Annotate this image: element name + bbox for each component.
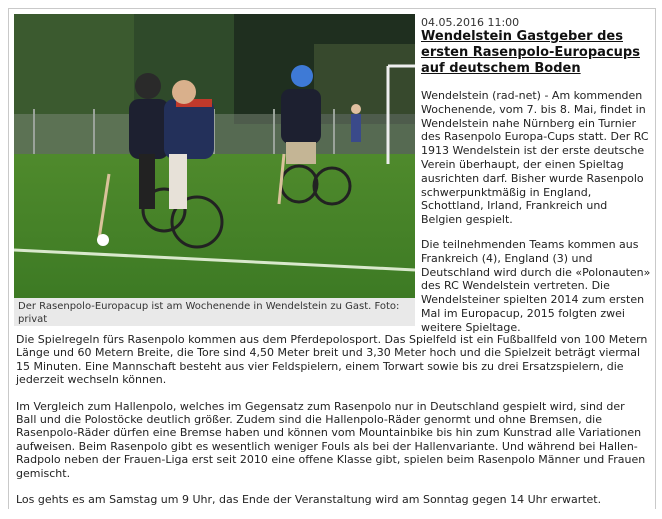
body-paragraph: Los gehts es am Samstag um 9 Uhr, das Ende der Veranstaltung wird am Sonntag gegen 14 Uhr erwartet.: [16, 493, 602, 507]
rasenpolo-photo: [14, 14, 415, 298]
article-intro: [421, 89, 651, 346]
body-paragraph: Im Vergleich zum Hallenpolo, welches im Gegensatz zum Rasenpolo nur in Deutschland gespielt wird, sind der Ball und die Polostöcke deutlich größer. Zudem sind die Hallenpolo-Räder genormt und ohne Bremsen, die Rasenpolo-Räder dürfen eine Bremse haben und können vom Mountainbike bis hin zum Kunstrad alle Variationen aufweisen. Beim Rasenpolo gibt es wesentlich weniger Fouls als bei der Hallenvariante. Und während bei Hallen-Radpolo neben der Frauen-Liga erst seit 2010 eine offene Klasse gibt, spielen beim Rasenpolo Männer und Frauen gemischt.: [16, 399, 646, 480]
article-image-box: [14, 14, 415, 326]
intro-paragraph: Die teilnehmenden Teams kommen aus Frankreich (4), England (3) und Deutschland wird durch die «Polonauten» des RC Wendelstein vertreten. Die Wendelsteiner spielten 2014 zum ersten Mal im Europacup, 2015 folgten zwei weitere Spieltage.: [421, 237, 651, 334]
article-body: [16, 333, 648, 519]
body-paragraph: Die Spielregeln fürs Rasenpolo kommen aus dem Pferdepolosport. Das Spielfeld ist ein Fußballfeld von 100 Metern Länge und 60 Metern Breite, die Tore sind 4,50 Meter breit und 3,30 Meter hoch und die Spielzeit beträgt viermal 15 Minuten. Eine Mannschaft besteht aus vier Feldspielern, einem Torwart sowie bis zu drei Ersatzspielern, die jederzeit wechseln können.: [16, 333, 648, 387]
image-caption: Der Rasenpolo-Europacup ist am Wochenende in Wendelstein zu Gast. Foto: privat: [18, 301, 400, 325]
article-headline-link[interactable]: Wendelstein Gastgeber des ersten Rasenpolo-Europacups auf deutschem Boden: [421, 29, 640, 76]
article-photo: [14, 14, 415, 298]
intro-paragraph: Wendelstein (rad-net) - Am kommenden Wochenende, vom 7. bis 8. Mai, findet in Wendelstein nahe Nürnberg ein Turnier des Rasenpolo Europa-Cups statt. Der RC 1913 Wendelstein ist der erste deutsche Verein überhaupt, der einen Spieltag ausrichten darf. Bisher wurde Rasenpolo schwerpunktmäßig in England, Schottland, Irland, Frankreich und Belgien gespielt.: [421, 89, 649, 227]
article-date: 04.05.2016 11:00: [421, 16, 520, 29]
